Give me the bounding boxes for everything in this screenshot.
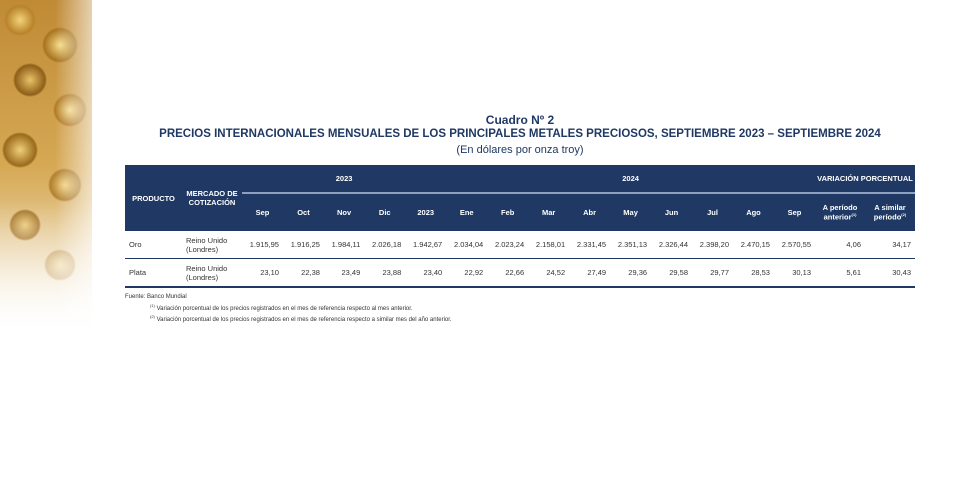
table-row: [125, 259, 915, 288]
month-header: Nov: [324, 193, 364, 231]
price-cell: 2.026,18: [364, 231, 405, 259]
price-cell: 23,49: [324, 259, 364, 288]
variacion-header: VARIACIÓN PORCENTUAL: [815, 165, 915, 193]
month-header: Ene: [446, 193, 487, 231]
price-cell: 2.034,04: [446, 231, 487, 259]
price-cell: 29,58: [651, 259, 692, 288]
producto-cell: Oro: [125, 231, 182, 259]
price-cell: 22,38: [283, 259, 324, 288]
note-2: $^{(2)}$ Variación porcentual de los precios registrados en el mes de referencia respecto a similar mes del año anterior.: [150, 314, 452, 323]
month-header: Sep: [242, 193, 283, 231]
price-cell: 22,66: [487, 259, 528, 288]
footnotes: [125, 293, 452, 325]
price-cell: 30,13: [774, 259, 815, 288]
table-unit: (En dólares por onza troy): [456, 144, 584, 156]
price-cell: 23,40: [405, 259, 446, 288]
price-cell: 29,77: [692, 259, 733, 288]
month-header: Ago: [733, 193, 774, 231]
year-2023-header: 2023: [242, 165, 446, 193]
year-2024-header: 2024: [446, 165, 815, 193]
var-prev-cell: 4,06: [815, 231, 865, 259]
price-cell: 2.023,24: [487, 231, 528, 259]
price-cell: 2.398,20: [692, 231, 733, 259]
month-header: Abr: [569, 193, 610, 231]
table-title: PRECIOS INTERNACIONALES MENSUALES DE LOS PRINCIPALES METALES PRECIOSOS, SEPTIEMBRE 2023 – SEPTIEMBRE 2024: [159, 128, 881, 140]
month-header: Jul: [692, 193, 733, 231]
price-cell: 1.984,11: [324, 231, 364, 259]
price-cell: 28,53: [733, 259, 774, 288]
price-cell: 22,92: [446, 259, 487, 288]
var-sim-cell: 34,17: [865, 231, 915, 259]
month-header: Mar: [528, 193, 569, 231]
prices-table: [125, 165, 915, 288]
gold-nuggets-image: [0, 0, 92, 335]
month-header: Oct: [283, 193, 324, 231]
price-cell: 2.158,01: [528, 231, 569, 259]
var-prev-header: A período anterior$^{(1)}$: [815, 193, 865, 231]
table-row: [125, 231, 915, 259]
month-header: Jun: [651, 193, 692, 231]
price-cell: 2.331,45: [569, 231, 610, 259]
month-header: Dic: [364, 193, 405, 231]
month-header: 2023: [405, 193, 446, 231]
var-sim-cell: 30,43: [865, 259, 915, 288]
month-header: Sep: [774, 193, 815, 231]
price-cell: 29,36: [610, 259, 651, 288]
price-cell: 23,88: [364, 259, 405, 288]
price-cell: 27,49: [569, 259, 610, 288]
price-cell: 2.570,55: [774, 231, 815, 259]
source: Fuente: Banco Mundial: [125, 294, 187, 300]
price-cell: 2.470,15: [733, 231, 774, 259]
producto-cell: Plata: [125, 259, 182, 288]
price-cell: 1.915,95: [242, 231, 283, 259]
var-sim-header: A similar período$^{(2)}$: [865, 193, 915, 231]
mercado-cell: Reino Unido (Londres): [182, 231, 242, 259]
col-mercado: MERCADO DE COTIZACIÓN: [182, 165, 242, 231]
month-header: May: [610, 193, 651, 231]
price-cell: 2.326,44: [651, 231, 692, 259]
note-1: $^{(1)}$ Variación porcentual de los precios registrados en el mes de referencia respecto al mes anterior.: [150, 302, 413, 312]
price-cell: 23,10: [242, 259, 283, 288]
price-cell: 2.351,13: [610, 231, 651, 259]
price-cell: 1.942,67: [405, 231, 446, 259]
price-cell: 1.916,25: [283, 231, 324, 259]
table-number: Cuadro Nº 2: [485, 113, 555, 127]
price-cell: 24,52: [528, 259, 569, 288]
col-producto: PRODUCTO: [125, 165, 182, 231]
mercado-cell: Reino Unido (Londres): [182, 259, 242, 288]
var-prev-cell: 5,61: [815, 259, 865, 288]
month-header: Feb: [487, 193, 528, 231]
